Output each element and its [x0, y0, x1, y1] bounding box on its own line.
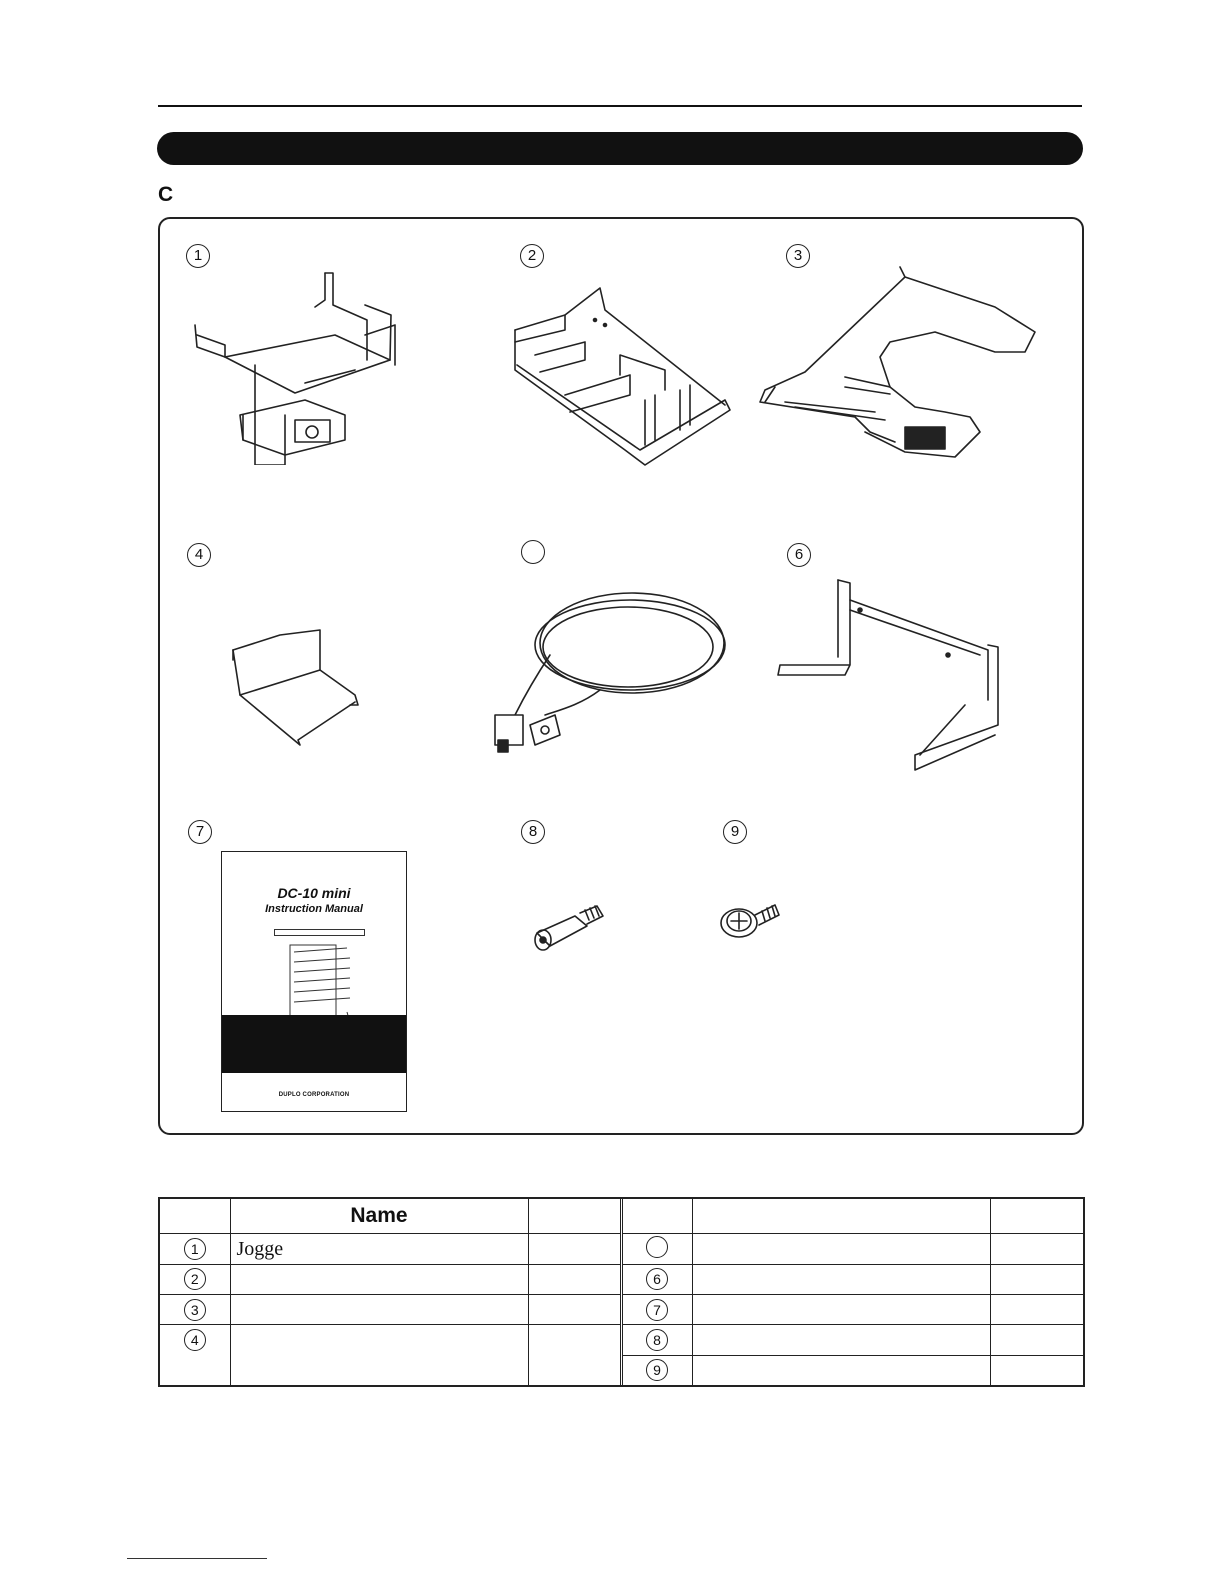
row-name: [692, 1295, 990, 1325]
row-name: [692, 1355, 990, 1386]
row-number: 1: [184, 1238, 206, 1260]
jogger-bracket-icon: [185, 265, 405, 465]
top-rule: [158, 105, 1082, 107]
row-number: 2: [184, 1268, 206, 1290]
row-name: [230, 1295, 528, 1325]
power-cord-icon: [490, 585, 735, 760]
row-qty: [990, 1355, 1084, 1386]
section-banner: [157, 132, 1083, 165]
row-qty: [990, 1264, 1084, 1294]
part-number-8: 8: [521, 820, 545, 844]
small-tray-icon: [225, 620, 370, 750]
manual-corporation: DUPLO CORPORATION: [278, 1092, 350, 1098]
part-number-1: 1: [186, 244, 210, 268]
part-number-2: 2: [520, 244, 544, 268]
part-number-5: [521, 540, 545, 564]
footnote-rule: [127, 1558, 267, 1559]
row-number: [646, 1236, 668, 1258]
row-number: 7: [646, 1299, 668, 1321]
row-number: 6: [646, 1268, 668, 1290]
row-qty: [528, 1325, 620, 1386]
table-row: [159, 1234, 1084, 1264]
row-qty: [528, 1234, 620, 1264]
row-qty: [990, 1234, 1084, 1264]
row-qty: [528, 1264, 620, 1294]
row-name: [230, 1264, 528, 1294]
part-number-6: 6: [787, 543, 811, 567]
manual-dark-band: [222, 1015, 406, 1073]
manual-subtitle: Instruction Manual: [265, 903, 363, 915]
row-number: 9: [646, 1359, 668, 1381]
row-name: [230, 1325, 528, 1386]
table-row: [159, 1264, 1084, 1294]
section-letter: C: [158, 183, 174, 206]
spacer-stud-icon: [525, 898, 610, 963]
header-qty-right: [990, 1198, 1084, 1234]
part-number-3: 3: [786, 244, 810, 268]
row-name: [692, 1325, 990, 1355]
row-number: 8: [646, 1329, 668, 1351]
manual-title: DC-10 mini: [277, 885, 351, 901]
row-qty: [990, 1295, 1084, 1325]
header-qty: [528, 1198, 620, 1234]
table-header-row: [159, 1198, 1084, 1234]
paper-tray-icon: [505, 280, 735, 470]
row-name: Jogge: [230, 1234, 528, 1264]
screw-icon: [717, 893, 802, 948]
part-number-4: 4: [187, 543, 211, 567]
parts-list-table: [158, 1197, 1085, 1387]
stand-frame-icon: [770, 575, 1005, 775]
part-number-7: 7: [188, 820, 212, 844]
manual-caption-box: [274, 929, 365, 936]
row-number: 3: [184, 1299, 206, 1321]
row-name: [692, 1234, 990, 1264]
header-no-right: [622, 1198, 692, 1234]
part-number-9: 9: [723, 820, 747, 844]
guide-plate-icon: [755, 262, 1040, 472]
table-row: [159, 1325, 1084, 1355]
instruction-manual-icon: [221, 851, 407, 1112]
row-number: 4: [184, 1329, 206, 1351]
table-row: [159, 1295, 1084, 1325]
header-name-right: [692, 1198, 990, 1234]
row-qty: [990, 1325, 1084, 1355]
header-name: Name: [230, 1198, 528, 1234]
row-name: [692, 1264, 990, 1294]
header-no: [159, 1198, 230, 1234]
row-qty: [528, 1295, 620, 1325]
